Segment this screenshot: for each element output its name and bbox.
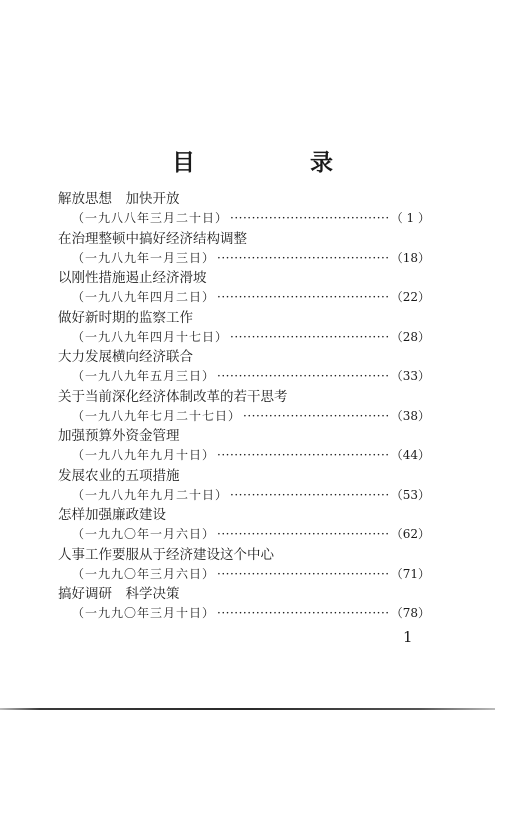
toc-entry-page: （22） xyxy=(390,290,430,304)
page-title: 目 录 xyxy=(172,150,379,176)
toc-entry-title: 发展农业的五项措施 xyxy=(58,467,180,484)
toc-entry[interactable] xyxy=(58,467,430,507)
toc-entry-date: （一九八九年七月二十七日） xyxy=(72,408,242,423)
toc-entry[interactable] xyxy=(58,388,430,428)
toc-entry-date: （一九八九年四月十七日） xyxy=(72,329,229,344)
toc-entry-title: 做好新时期的监察工作 xyxy=(58,309,193,326)
toc-entry-date: （一九九〇年三月六日） xyxy=(72,566,216,581)
dot-leader xyxy=(217,565,389,583)
dot-leader xyxy=(230,328,389,346)
dot-leader xyxy=(217,288,389,306)
toc-entry[interactable] xyxy=(58,546,430,586)
toc-entry-page: （28） xyxy=(390,329,430,344)
toc-entry[interactable] xyxy=(58,348,430,388)
toc-entry-title: 以刚性措施遏止经济滑坡 xyxy=(58,270,207,286)
toc-entry-date: （一九八九年九月十日） xyxy=(72,448,216,462)
toc-entry-page: （53） xyxy=(390,487,430,502)
toc-entry-page: （33） xyxy=(390,369,430,383)
toc-entry-page: （71） xyxy=(390,566,430,581)
toc-entry-title: 大力发展横向经济联合 xyxy=(58,349,193,365)
toc-entry[interactable] xyxy=(58,190,430,230)
toc-entry-date: （一九八九年九月二十日） xyxy=(72,487,229,502)
page-number: 1 xyxy=(403,628,413,646)
toc-entry-date: （一九九〇年一月六日） xyxy=(72,527,216,541)
toc-entry-page: （44） xyxy=(390,448,430,462)
toc-entry[interactable] xyxy=(58,427,430,467)
toc-entry-title: 在治理整顿中搞好经济结构调整 xyxy=(58,230,247,247)
toc-entry-title: 搞好调研 科学决策 xyxy=(58,586,180,602)
toc-entry[interactable] xyxy=(58,506,430,546)
dot-leader xyxy=(217,604,389,622)
toc-entry[interactable] xyxy=(58,269,430,309)
toc-entry-title: 加强预算外资金管理 xyxy=(58,428,180,444)
toc-entry-page: （78） xyxy=(390,606,430,620)
toc-entry-page: （62） xyxy=(390,527,430,541)
toc-entry-title: 怎样加强廉政建设 xyxy=(58,507,166,523)
toc-entry[interactable] xyxy=(58,309,430,349)
toc-entry[interactable] xyxy=(58,230,430,270)
toc-entry-date: （一九九〇年三月十日） xyxy=(72,606,216,620)
dot-leader xyxy=(230,209,389,227)
toc-entry-page: （ 1 ） xyxy=(390,211,430,225)
toc-entry-date: （一九八九年一月三日） xyxy=(72,250,216,265)
toc-entry-title: 关于当前深化经济体制改革的若干思考 xyxy=(58,388,288,405)
toc-entry-title: 解放思想 加快开放 xyxy=(58,191,180,207)
dot-leader xyxy=(243,407,389,425)
toc-entry-page: （18） xyxy=(390,250,430,265)
toc-entry-date: （一九八九年五月三日） xyxy=(72,369,216,383)
dot-leader xyxy=(217,446,389,464)
page-edge-rule xyxy=(0,708,495,710)
toc-entry-title: 人事工作要服从于经济建设这个中心 xyxy=(58,546,274,563)
dot-leader xyxy=(230,486,389,504)
toc-entry[interactable] xyxy=(58,585,430,625)
toc-entry-page: （38） xyxy=(390,408,430,423)
toc-entry-date: （一九八九年四月二日） xyxy=(72,290,216,304)
dot-leader xyxy=(217,249,389,267)
table-of-contents xyxy=(58,190,430,625)
dot-leader xyxy=(217,367,389,385)
dot-leader xyxy=(217,525,389,543)
toc-entry-date: （一九八八年三月二十日） xyxy=(72,211,229,225)
